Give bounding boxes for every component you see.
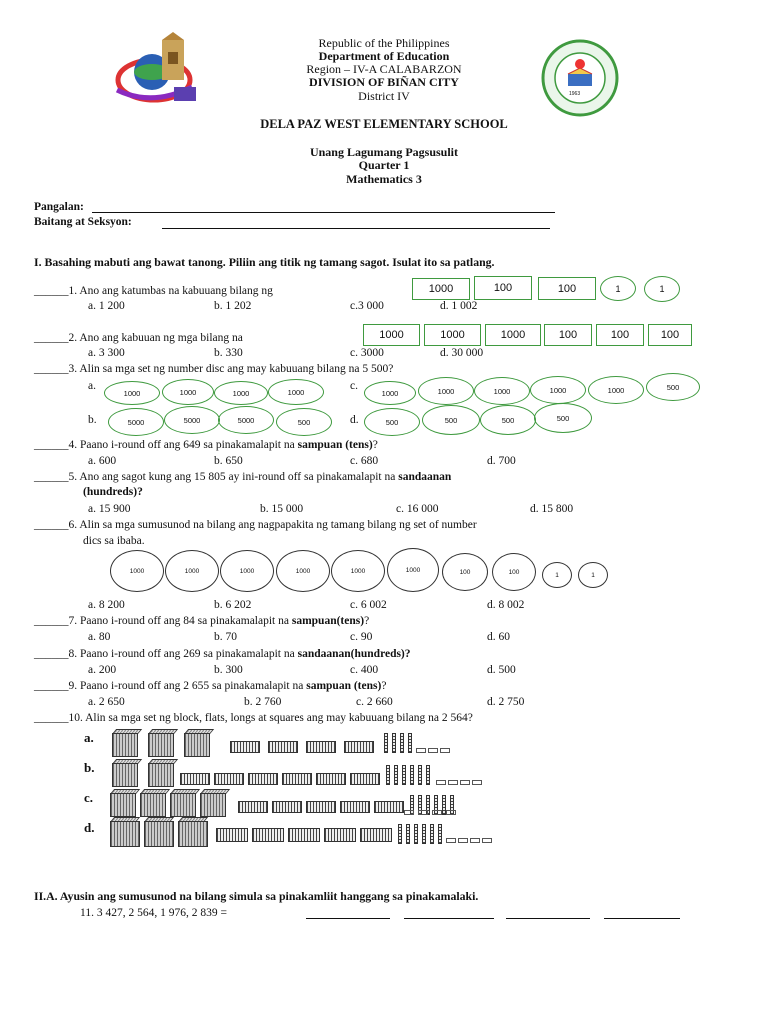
flat-icon [180,773,210,785]
q4-choice-d: d. 700 [487,455,516,467]
q6-disc: 100 [442,553,488,591]
q3d-disc: 500 [422,405,480,435]
q10-label-d: d. [84,820,95,835]
q3-label-d: d. [350,414,359,426]
q5-choice-b: b. 15 000 [260,503,304,515]
square-icon [416,748,426,753]
square-icon [446,838,456,843]
flat-icon [344,741,374,753]
q2-box-1000: 1000 [363,324,420,346]
name-label: Pangalan: [34,201,84,213]
long-icon [408,733,412,753]
block-icon [110,821,140,847]
q2-choice-b: b. 330 [214,347,243,359]
q8-text: ______8. Paano i-round off ang 269 sa pinakamalapit na sandaanan(hundreds)? [34,648,411,660]
q8-choice-b: b. 300 [214,664,243,676]
q6-text: ______6. Alin sa mga sumusunod na bilang ang nagpapakita ng tamang bilang ng set of number [34,519,477,531]
q5-choice-c: c. 16 000 [396,503,439,515]
q9-choice-d: d. 2 750 [487,696,525,708]
q3b-disc: 5000 [164,406,220,434]
district-label: District IV [358,89,410,103]
q10-label-b: b. [84,760,95,775]
name-field[interactable] [92,212,555,213]
q5-text: ______5. Ano ang sagot kung ang 15 805 ay ini-round off sa pinakamalapit na sandaanan [34,471,452,483]
q3c-disc: 1000 [418,377,474,405]
long-icon [402,765,406,785]
block-icon [112,763,138,787]
flat-icon [306,741,336,753]
square-icon [404,810,414,815]
flat-icon [374,801,404,813]
q2-box-1000: 1000 [424,324,481,346]
q2-choice-d: d. 30 000 [440,347,484,359]
q6-disc: 1000 [220,550,274,592]
block-icon [148,763,174,787]
block-icon [184,733,210,757]
q3b-disc: 5000 [108,408,164,436]
flat-icon [282,773,312,785]
long-icon [386,765,390,785]
q1-disc-1: 1 [644,276,680,302]
section-label: Baitang at Seksyon: [34,216,132,228]
q9-choice-a: a. 2 650 [88,696,125,708]
q7-text: ______7. Paano i-round off ang 84 sa pinakamalapit na sampuan(tens)? [34,615,370,627]
q6-disc: 1000 [387,548,439,592]
long-icon [438,824,442,844]
square-icon [448,780,458,785]
seal-year: 1963 [569,91,581,97]
block-icon [144,821,174,847]
flat-icon [268,741,298,753]
long-icon [406,824,410,844]
long-icon [410,765,414,785]
republic-label: Republic of the Philippines [318,36,450,50]
q9-choice-c: c. 2 660 [356,696,393,708]
q8-choice-d: d. 500 [487,664,516,676]
q6-choice-b: b. 6 202 [214,599,252,611]
long-icon [384,733,388,753]
subject-label: Mathematics 3 [346,172,422,186]
long-icon [418,765,422,785]
q8-choice-c: c. 400 [350,664,379,676]
q11-answer-1[interactable] [306,918,390,919]
long-icon [414,824,418,844]
q1-choice-c: c.3 000 [350,300,384,312]
q4-choice-c: c. 680 [350,455,379,467]
q11-answer-2[interactable] [404,918,494,919]
q3-label-b: b. [88,414,97,426]
q6-disc: 1000 [110,550,164,592]
q3a-disc: 1000 [104,381,160,405]
q11-text: 11. 3 427, 2 564, 1 976, 2 839 = [80,907,227,919]
block-icon [148,733,174,757]
q4-text: ______4. Paano i-round off ang 649 sa pinakamalapit na sampuan (tens)? [34,439,378,451]
flat-icon [248,773,278,785]
q2-box-100: 100 [596,324,644,346]
flat-icon [324,828,356,842]
square-icon [440,748,450,753]
square-icon [472,780,482,785]
square-icon [436,780,446,785]
flat-icon [350,773,380,785]
square-icon [470,838,480,843]
q7-choice-b: b. 70 [214,631,237,643]
q10-label-c: c. [84,790,94,805]
q6-disc: 1000 [276,550,330,592]
q11-answer-4[interactable] [604,918,680,919]
q3c-disc: 500 [646,373,700,401]
section2-instruction: II.A. Ayusin ang sumusunod na bilang simula sa pinakamliit hanggang sa pinakamalaki. [34,889,479,903]
q3d-disc: 500 [534,403,592,433]
flat-icon [272,801,302,813]
square-icon [446,810,456,815]
q2-choice-a: a. 3 300 [88,347,125,359]
block-icon [170,793,196,817]
q1-text: ______1. Ano ang katumbas na kabuuang bilang ng [34,285,273,297]
q7-choice-c: c. 90 [350,631,373,643]
flat-icon [214,773,244,785]
block-icon [178,821,208,847]
square-icon [460,780,470,785]
q8-choice-a: a. 200 [88,664,117,676]
q1-box-1000: 1000 [412,278,470,300]
block-icon [200,793,226,817]
q9-choice-b: b. 2 760 [244,696,282,708]
q10-text: ______10. Alin sa mga set ng block, flats, longs at squares ang may kabuuang bilang na 2 564? [34,712,473,724]
square-icon [482,838,492,843]
dept-label: Department of Education [318,49,450,63]
square-icon [428,748,438,753]
long-icon [430,824,434,844]
q10-label-a: a. [84,730,94,745]
q5-choice-d: d. 15 800 [530,503,574,515]
long-icon [394,765,398,785]
section-field[interactable] [162,228,550,229]
flat-icon [316,773,346,785]
q6-choice-d: d. 8 002 [487,599,525,611]
q3-label-a: a. [88,380,96,392]
q2-choice-c: c. 3000 [350,347,384,359]
q4-choice-b: b. 650 [214,455,243,467]
q6-disc: 1 [542,562,572,588]
school-name: DELA PAZ WEST ELEMENTARY SCHOOL [260,117,508,131]
q6-line2: dics sa ibaba. [83,535,145,547]
q6-disc: 1000 [331,550,385,592]
q6-disc: 1 [578,562,608,588]
q6-disc: 100 [492,553,536,591]
flat-icon [340,801,370,813]
q7-choice-a: a. 80 [88,631,111,643]
block-icon [110,793,136,817]
q3a-disc: 1000 [268,379,324,405]
section1-instruction: I. Basahing mabuti ang bawat tanong. Piliin ang titik ng tamang sagot. Isulat ito sa patlang. [34,255,495,269]
long-icon [422,824,426,844]
q3d-disc: 500 [480,405,536,435]
q3c-disc: 1000 [530,376,586,404]
q2-text: ______2. Ano ang kabuuan ng mga bilang na [34,332,243,344]
flat-icon [238,801,268,813]
q1-disc-1: 1 [600,276,636,301]
flat-icon [230,741,260,753]
q6-choice-a: a. 8 200 [88,599,125,611]
region-label: Region – IV-A CALABARZON [306,62,462,76]
long-icon [400,733,404,753]
q6-choice-c: c. 6 002 [350,599,387,611]
block-icon [112,733,138,757]
q4-choice-a: a. 600 [88,455,117,467]
q1-box-100: 100 [538,277,596,300]
square-icon [432,810,442,815]
q5-line2: (hundreds)? [83,486,143,498]
q6-disc: 1000 [165,550,219,592]
flat-icon [306,801,336,813]
exam-title: Unang Lagumang Pagsusulit [309,145,459,159]
flat-icon [252,828,284,842]
q3c-disc: 1000 [364,381,416,405]
q3c-disc: 1000 [588,376,644,404]
long-icon [398,824,402,844]
q3-label-c: c. [350,380,358,392]
q5-choice-a: a. 15 900 [88,503,131,515]
long-icon [426,765,430,785]
flat-icon [216,828,248,842]
q9-text: ______9. Paano i-round off ang 2 655 sa pinakamalapit na sampuan (tens)? [34,680,387,692]
q2-box-100: 100 [648,324,692,346]
q3a-disc: 1000 [214,381,268,405]
q3b-disc: 5000 [218,406,274,434]
block-icon [140,793,166,817]
q7-choice-d: d. 60 [487,631,510,643]
q3d-disc: 500 [364,408,420,436]
q2-box-100: 100 [544,324,592,346]
square-icon [418,810,428,815]
division-label: DIVISION OF BIÑAN CITY [309,75,459,89]
q11-answer-3[interactable] [506,918,590,919]
flat-icon [360,828,392,842]
q3b-disc: 500 [276,408,332,436]
square-icon [458,838,468,843]
q2-box-1000: 1000 [485,324,541,346]
q3-text: ______3. Alin sa mga set ng number disc ang may kabuuang bilang na 5 500? [34,363,394,375]
flat-icon [288,828,320,842]
long-icon [392,733,396,753]
quarter-label: Quarter 1 [358,158,410,172]
q1-choice-d: d. 1 002 [440,300,478,312]
q1-choice-b: b. 1 202 [214,300,252,312]
q1-choice-a: a. 1 200 [88,300,125,312]
q3c-disc: 1000 [474,377,530,405]
q3a-disc: 1000 [162,379,214,405]
q1-box-100: 100 [474,276,532,300]
